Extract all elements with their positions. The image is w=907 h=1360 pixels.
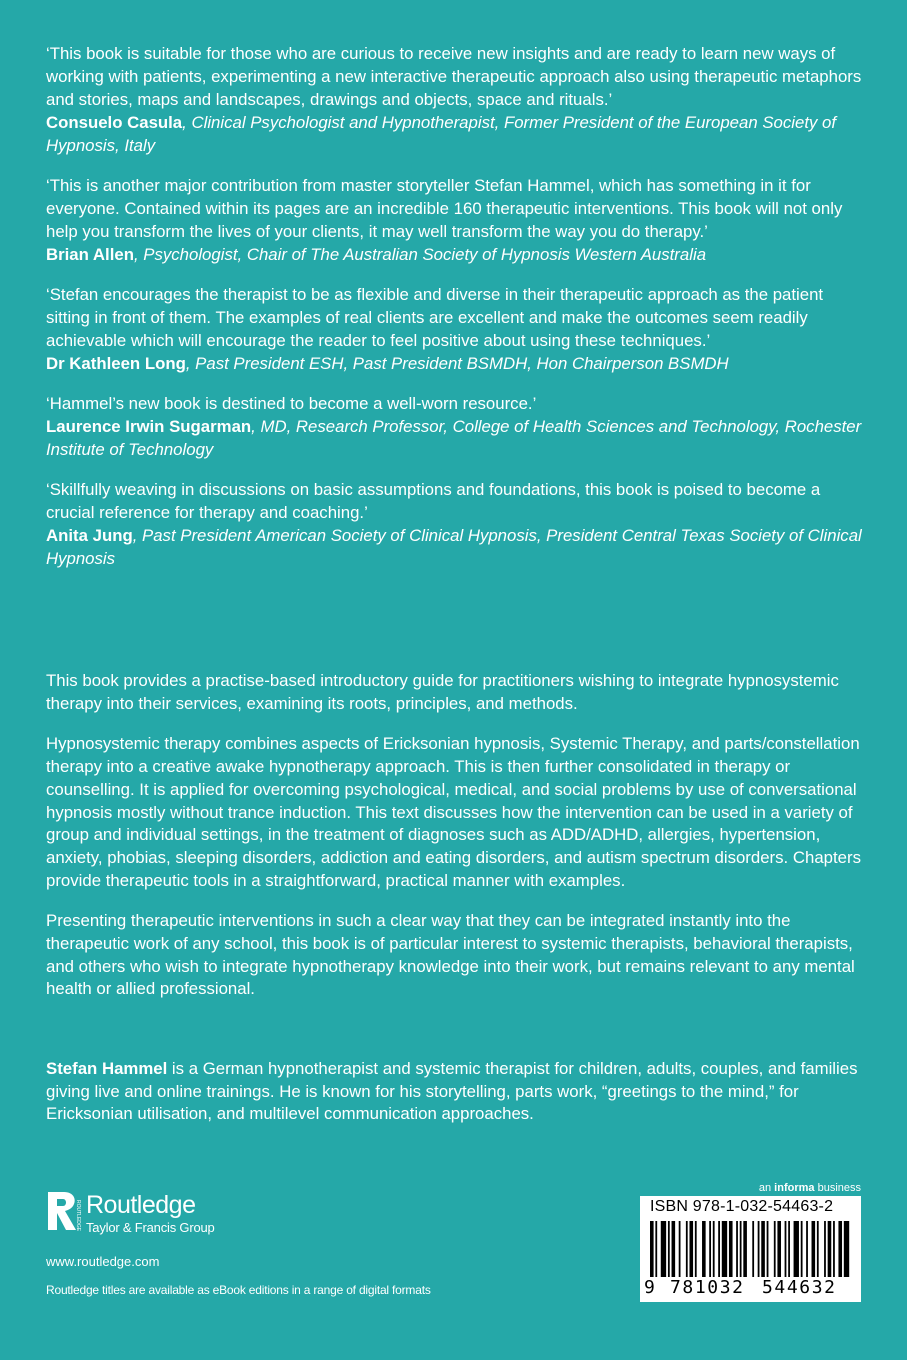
barcode-bar bbox=[686, 1221, 688, 1277]
endorsement bbox=[46, 174, 866, 266]
endorser-name: Dr Kathleen Long bbox=[46, 354, 186, 373]
barcode-bar bbox=[824, 1221, 826, 1277]
description-paragraph: Hypnosystemic therapy combines aspects of Ericksonian hypnosis, Systemic Therapy, and parts/constellation therapy into a creative awake hypnotherapy approach. This is then further consolidated in therapy or counselling. It is applied for overcoming psychological, medical, and social problems by use of conversational hypnosis mostly without trance induction. This text discusses how the intervention can be used in a variety of group and individual settings, in the treatment of diagnoses such as ADD/ADHD, allergies, hypertension, anxiety, phobias, sleeping disorders, addiction and eating disorders, and autism spectrum disorders. Chapters provide therapeutic tools in a straightforward, practical manner with examples. bbox=[46, 734, 861, 890]
description-paragraph: This book provides a practise-based introductory guide for practitioners wishing to integrate hypnosystemic therapy into their services, examining its roots, principles, and methods. bbox=[46, 671, 839, 713]
isbn-barcode bbox=[640, 1196, 861, 1302]
barcode-bar bbox=[702, 1221, 706, 1277]
author-name: Stefan Hammel bbox=[46, 1059, 168, 1078]
author-bio bbox=[46, 1058, 861, 1126]
endorsement-quote: ‘Hammel’s new book is destined to become a well-worn resource.’ bbox=[46, 394, 537, 413]
barcode-bar bbox=[794, 1221, 799, 1277]
endorsements bbox=[46, 42, 866, 587]
endorser-title: , Psychologist, Chair of The Australian Society of Hypnosis Western Australia bbox=[133, 245, 707, 264]
routledge-r-icon bbox=[46, 1190, 80, 1240]
barcode-bar bbox=[774, 1221, 776, 1277]
barcode-bar bbox=[761, 1221, 765, 1277]
barcode-bar bbox=[695, 1221, 697, 1277]
barcode-bar bbox=[777, 1221, 781, 1277]
barcode-bar bbox=[828, 1221, 832, 1277]
endorser-title: , Past President ESH, Past President BSMDH, Hon Chairperson BSMDH bbox=[185, 354, 729, 373]
barcode-bar bbox=[758, 1221, 760, 1277]
barcode-bar bbox=[655, 1221, 657, 1277]
barcode-digits-right: 544632 bbox=[762, 1277, 837, 1298]
barcode-bar bbox=[650, 1221, 654, 1277]
barcode-bar bbox=[817, 1221, 819, 1277]
barcode-bar bbox=[838, 1221, 842, 1277]
barcode-bar bbox=[709, 1221, 711, 1277]
barcode-bar bbox=[668, 1221, 670, 1277]
publisher-url: www.routledge.com bbox=[46, 1254, 160, 1269]
barcode-bar bbox=[689, 1221, 693, 1277]
endorser-name: Brian Allen bbox=[46, 245, 134, 264]
endorsement bbox=[46, 478, 866, 570]
barcode-bar bbox=[833, 1221, 835, 1277]
endorser-name: Consuelo Casula bbox=[46, 113, 183, 132]
endorser-name: Laurence Irwin Sugarman bbox=[46, 417, 252, 436]
informa-brand: informa bbox=[774, 1182, 815, 1194]
endorsement bbox=[46, 42, 866, 157]
endorsement-quote: ‘Skillfully weaving in discussions on basic assumptions and foundations, this book is poised to become a crucial reference for therapy and coaching.’ bbox=[46, 480, 821, 522]
publisher-group: Taylor & Francis Group bbox=[86, 1220, 215, 1235]
barcode-bar bbox=[812, 1221, 816, 1277]
barcode-bar bbox=[729, 1221, 733, 1277]
description-paragraph: Presenting therapeutic interventions in such a clear way that they can be integrated instantly into the therapeutic work of any school, this book is of particular interest to systemic therapists, behavioral therapists, and others who wish to integrate hypnotherapy knowledge into their work, but remains relevant to any mental health or allied professional. bbox=[46, 911, 855, 999]
barcode-bar bbox=[743, 1221, 747, 1277]
barcode-bar bbox=[767, 1221, 769, 1277]
barcode-bar bbox=[844, 1221, 849, 1277]
isbn-label: ISBN 978-1-032-54463-2 bbox=[650, 1198, 834, 1215]
barcode-bars bbox=[648, 1221, 853, 1277]
endorsement bbox=[46, 392, 866, 461]
barcode-bar bbox=[661, 1221, 666, 1277]
publisher-name: Routledge bbox=[86, 1191, 196, 1219]
routledge-logo bbox=[46, 1190, 246, 1242]
ebook-note: Routledge titles are available as eBook editions in a range of digital formats bbox=[46, 1283, 431, 1297]
barcode-bar bbox=[801, 1221, 803, 1277]
endorsement-quote: ‘This book is suitable for those who are curious to receive new insights and are ready to learn new ways of working with patients, experimenting a new interactive therapeutic approach also using therapeutic metaphors and stories, maps and landscapes, drawings and objects, space and rituals.’ bbox=[46, 44, 862, 109]
barcode-bar bbox=[672, 1221, 676, 1277]
barcode-digit-first: 9 bbox=[644, 1277, 655, 1298]
barcode-bar bbox=[740, 1221, 742, 1277]
author-bio-text: is a German hypnotherapist and systemic therapist for children, adults, couples, and families giving live and online trainings. He is known for his storytelling, parts work, “greetings to the mind,” for Ericksonian utilisation, and multilevel communication approaches. bbox=[46, 1059, 858, 1124]
barcode-bar bbox=[713, 1221, 715, 1277]
book-description bbox=[46, 670, 861, 1019]
barcode-digits-left: 781032 bbox=[670, 1277, 745, 1298]
barcode-bar bbox=[785, 1221, 787, 1277]
endorser-title: , Past President American Society of Clinical Hypnosis, President Central Texas Society of Clinical Hypnosis bbox=[46, 526, 862, 568]
routledge-side-text: ROUTLEDGE bbox=[75, 1200, 81, 1232]
barcode-bar bbox=[806, 1221, 808, 1277]
informa-tagline: an informa business bbox=[758, 1182, 861, 1194]
endorsement-quote: ‘This is another major contribution from master storyteller Stefan Hammel, which has something in it for everyone. Contained within its pages are an incredible 160 therapeutic interventions. This book will not only help you transform the lives of your clients, it may well transform the way you do therapy.’ bbox=[46, 176, 843, 241]
endorsement-quote: ‘Stefan encourages the therapist to be as flexible and diverse in their therapeutic approach as the patient sitting in front of them. The examples of real clients are excellent and make the outcomes seem readily achievable which will encourage the reader to feel positive about using these techniques.’ bbox=[46, 285, 824, 350]
endorser-title: , MD, Research Professor, College of Health Sciences and Technology, Rochester Institute of Technology bbox=[46, 417, 862, 459]
barcode-bar bbox=[788, 1221, 790, 1277]
endorsement bbox=[46, 283, 866, 375]
barcode-bar bbox=[736, 1221, 738, 1277]
barcode-bar bbox=[752, 1221, 754, 1277]
barcode-bar bbox=[718, 1221, 720, 1277]
endorser-name: Anita Jung bbox=[46, 526, 133, 545]
barcode-bar bbox=[679, 1221, 681, 1277]
endorser-title: , Clinical Psychologist and Hypnotherapist, Former President of the European Society of Hypnosis, Italy bbox=[46, 113, 837, 155]
barcode-bar bbox=[722, 1221, 727, 1277]
